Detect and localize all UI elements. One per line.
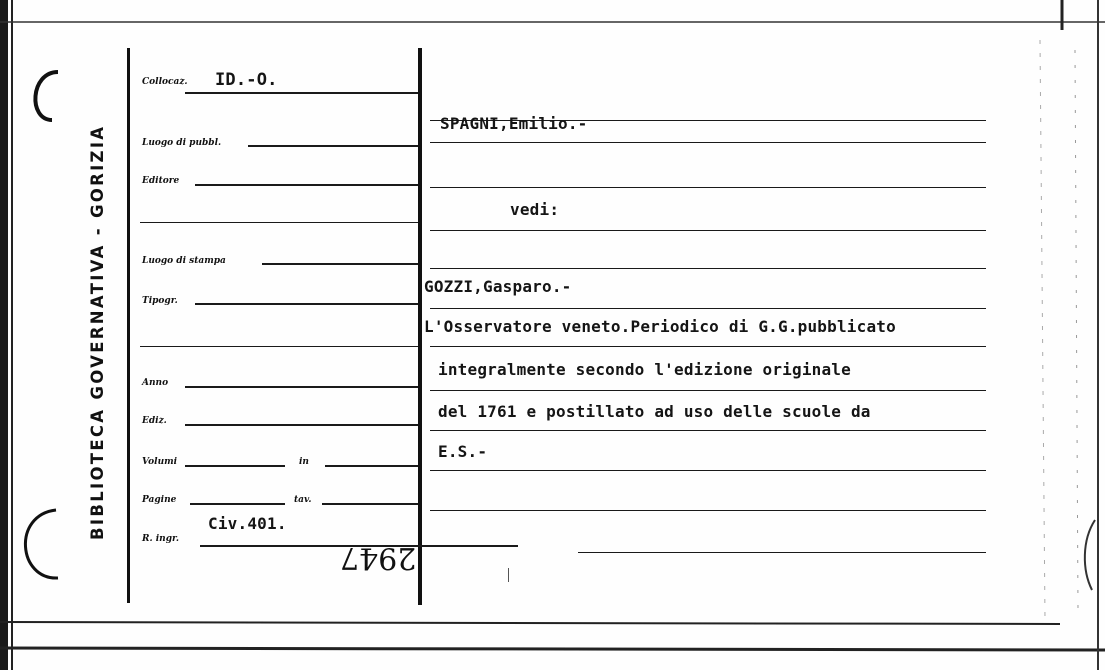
rule-edizione <box>185 424 418 426</box>
right-rule-9 <box>430 430 986 431</box>
library-header: BIBLIOTECA GOVERNATIVA - GORIZIA <box>88 124 107 540</box>
label-editore: Editore <box>142 176 180 186</box>
label-tipografia: Tipogr. <box>142 296 178 306</box>
rule-editore <box>195 184 418 186</box>
right-rule-2 <box>430 142 986 143</box>
rule-pagine <box>190 503 285 505</box>
rule-editore-2 <box>140 222 418 223</box>
label-collocazione: Collocaz. <box>142 77 188 87</box>
rule-tipografia <box>195 303 418 305</box>
entry-see-also: vedi: <box>510 200 560 219</box>
right-rule-5 <box>430 268 986 269</box>
entry-title-line-2: integralmente secondo l'edizione originale <box>438 360 851 379</box>
label-luogo-stampa: Luogo di stampa <box>142 256 226 266</box>
entry-title-line-1: L'Osservatore veneto.Periodico di G.G.pubblicato <box>424 317 896 336</box>
entry-heading: SPAGNI,Emilio.- <box>440 114 588 133</box>
entry-title-line-4: E.S.- <box>438 442 488 461</box>
handwritten-number: 2947 <box>340 540 417 575</box>
rule-anno <box>185 386 418 388</box>
rule-tipografia-2 <box>140 346 418 347</box>
small-tick-mark <box>508 568 509 582</box>
right-rule-12 <box>578 552 986 553</box>
rule-volumi <box>185 465 285 467</box>
right-rule-11 <box>430 510 986 511</box>
right-rule-6 <box>430 308 986 309</box>
rule-luogo-pubbl <box>248 145 418 147</box>
rule-tavole <box>322 503 418 505</box>
right-rule-10 <box>430 470 986 471</box>
rule-luogo-stampa <box>262 263 418 265</box>
rule-in <box>325 465 418 467</box>
left-margin-line <box>127 48 130 603</box>
right-rule-4 <box>430 230 986 231</box>
entry-title-line-3: del 1761 e postillato ad uso delle scuole da <box>438 402 871 421</box>
label-anno: Anno <box>142 378 169 388</box>
label-luogo-pubbl: Luogo di pubbl. <box>142 138 222 148</box>
label-pagine: Pagine <box>142 495 177 505</box>
rule-collocazione <box>185 92 418 94</box>
label-volumi: Volumi <box>142 457 178 467</box>
label-tavole: tav. <box>294 495 312 505</box>
right-rule-8 <box>430 390 986 391</box>
value-registro: Civ.401. <box>208 514 287 533</box>
label-in: in <box>299 457 309 467</box>
value-collocazione: ID.-O. <box>215 70 278 90</box>
label-edizione: Ediz. <box>142 416 167 426</box>
right-rule-3 <box>430 187 986 188</box>
entry-author: GOZZI,Gasparo.- <box>424 277 572 296</box>
label-registro: R. ingr. <box>142 534 180 544</box>
right-rule-7 <box>430 346 986 347</box>
center-divider-line <box>418 48 422 605</box>
